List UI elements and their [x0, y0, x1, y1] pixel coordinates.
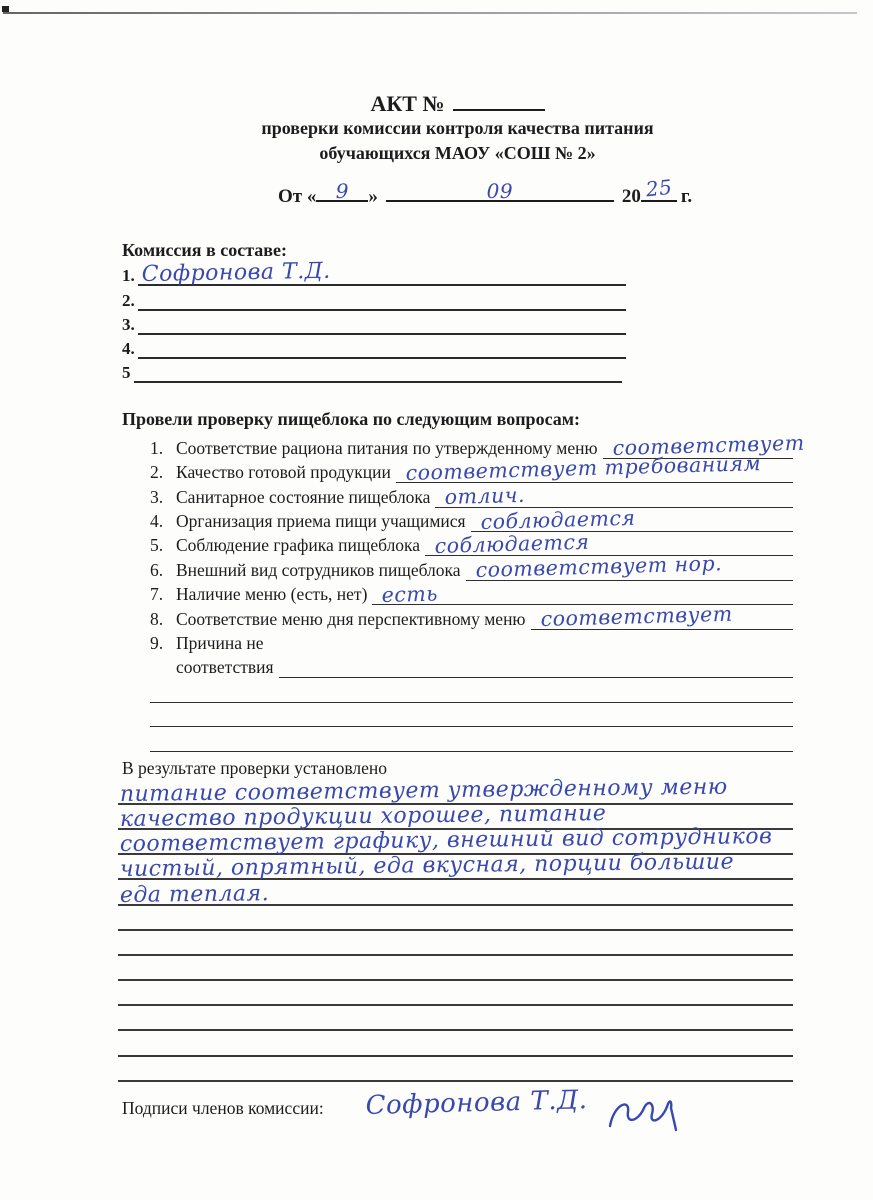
handwritten-member-name: Софронова Т.Д.: [141, 259, 331, 288]
member-number: 2.: [122, 290, 135, 310]
member-line: [138, 333, 626, 335]
item-number: 5.: [150, 535, 164, 556]
date-close-quote: »: [368, 186, 378, 207]
checklist-item: [150, 505, 793, 534]
scan-artifact-line: [3, 12, 857, 14]
answer-line: [396, 450, 793, 485]
commission-heading: Комиссия в составе:: [122, 240, 287, 260]
document-subtitle-1: проверки комиссии контроля качества питания: [261, 118, 654, 138]
document-title: [122, 92, 793, 116]
ruled-line-blank: [118, 1031, 793, 1056]
handwritten-year: 25: [644, 174, 674, 202]
handwritten-day: 9: [335, 179, 349, 203]
result-lines: [118, 774, 793, 1082]
handwritten-result-line: питание соответствует утвержденному меню: [119, 774, 728, 807]
handwritten-answer: соблюдается: [434, 529, 590, 558]
date-row: [278, 174, 793, 214]
handwritten-answer: есть: [381, 581, 439, 607]
title-text: АКТ №: [370, 91, 445, 116]
ruled-line: [118, 774, 793, 807]
item-number: 4.: [150, 511, 164, 532]
signature-row: [122, 1085, 793, 1136]
item-label: Качество готовой продукции: [176, 462, 391, 483]
checklist-item: [150, 551, 793, 583]
ruled-line-blank: [118, 931, 793, 956]
checklist-item: [150, 450, 793, 485]
handwritten-result-line: еда теплая.: [119, 880, 270, 908]
item-label: Организация приема пищи учащимися: [176, 511, 466, 532]
signature-flourish: [602, 1094, 688, 1136]
checklist-heading: Провели проверку пищеблока по следующим вопросам:: [122, 409, 581, 430]
commission-members: [122, 259, 793, 383]
handwritten-answer: соответствует требованиям: [405, 450, 762, 485]
member-line: [134, 381, 622, 383]
item-label: Соблюдение графика пищеблока: [176, 535, 421, 556]
member-row: [122, 311, 793, 335]
item-label: Причина не: [176, 633, 264, 653]
handwritten-answer: соответствует: [539, 601, 733, 632]
title-block: [122, 92, 793, 166]
checklist-item: [150, 482, 793, 510]
member-line: [138, 357, 626, 359]
act-number-blank: [453, 109, 545, 111]
ruled-line-blank: [118, 1057, 793, 1082]
item-label-continued: соответствия: [176, 657, 274, 678]
answer-line: [466, 551, 793, 583]
ruled-line-blank: [118, 981, 793, 1006]
member-row: [122, 259, 793, 288]
ruled-line-blank: [118, 956, 793, 981]
date-year-blank: [641, 174, 677, 202]
item-number: 9.: [150, 633, 164, 653]
date-year-prefix: 20: [621, 186, 641, 207]
checklist: [122, 431, 805, 678]
checklist-item-9: [150, 630, 793, 654]
ruled-line-blank: [150, 678, 793, 702]
handwritten-result-line: соответствует графику, внешний вид сотрудников: [119, 824, 773, 858]
handwritten-answer: отлич.: [444, 482, 526, 510]
date-month-blank: [386, 179, 614, 203]
item-number: 8.: [150, 608, 164, 629]
scan-speck: [2, 6, 9, 12]
document-subtitle-2: обучающихся МАОУ «СОШ № 2»: [319, 143, 596, 163]
member-row: [122, 335, 793, 359]
ruled-line-blank: [118, 1006, 793, 1031]
checklist-item: [150, 581, 793, 605]
ruled-line-blank: [150, 727, 793, 751]
answer-line: [279, 677, 793, 678]
member-line: [138, 309, 626, 311]
item-number: 2.: [150, 462, 164, 483]
member-number: 1.: [122, 266, 135, 286]
ruled-line-blank: [150, 703, 793, 727]
member-line: [138, 259, 626, 288]
member-number: 5: [122, 363, 131, 383]
date-suffix: г.: [680, 186, 693, 207]
answer-line: [531, 601, 793, 632]
signature-label: Подписи членов комиссии:: [122, 1097, 324, 1118]
ruled-line-blank: [118, 906, 793, 931]
item-label: Санитарное состояние пищеблока: [176, 486, 431, 507]
ruled-line: [118, 880, 793, 908]
item-label: Наличие меню (есть, нет): [176, 584, 368, 605]
handwritten-signature-name: Софронова Т.Д.: [364, 1085, 588, 1121]
member-number: 4.: [122, 339, 135, 359]
handwritten-result-line: чистый, опрятный, еда вкусная, порции большие: [119, 849, 735, 883]
item-number: 7.: [150, 584, 164, 605]
handwritten-month: 09: [486, 179, 514, 203]
member-number: 3.: [122, 314, 135, 334]
result-heading: В результате проверки установлено: [122, 757, 388, 778]
item-number: 6.: [150, 559, 164, 580]
checklist-item-9-line2: [176, 654, 793, 678]
item-label: Внешний вид сотрудников пищеблока: [176, 559, 461, 580]
item-number: 1.: [150, 437, 164, 458]
member-row: [122, 359, 793, 383]
member-row: [122, 286, 793, 310]
date-prefix: От «: [278, 186, 317, 207]
handwritten-answer: соответствует нор.: [474, 551, 722, 583]
item-number: 3.: [150, 486, 164, 507]
handwritten-result-line: качество продукции хорошее, питание: [119, 800, 607, 832]
item-label: Соответствие рациона питания по утвержденному меню: [176, 437, 598, 458]
ruled-line: [118, 849, 793, 883]
checklist-item: [150, 601, 793, 632]
item-label: Соответствие меню дня перспективному меню: [176, 608, 526, 629]
document-content: [119, 91, 805, 1136]
date-day-blank: [316, 179, 368, 203]
handwritten-answer: соблюдается: [479, 505, 636, 534]
handwritten-answer: соответствует: [611, 431, 805, 461]
